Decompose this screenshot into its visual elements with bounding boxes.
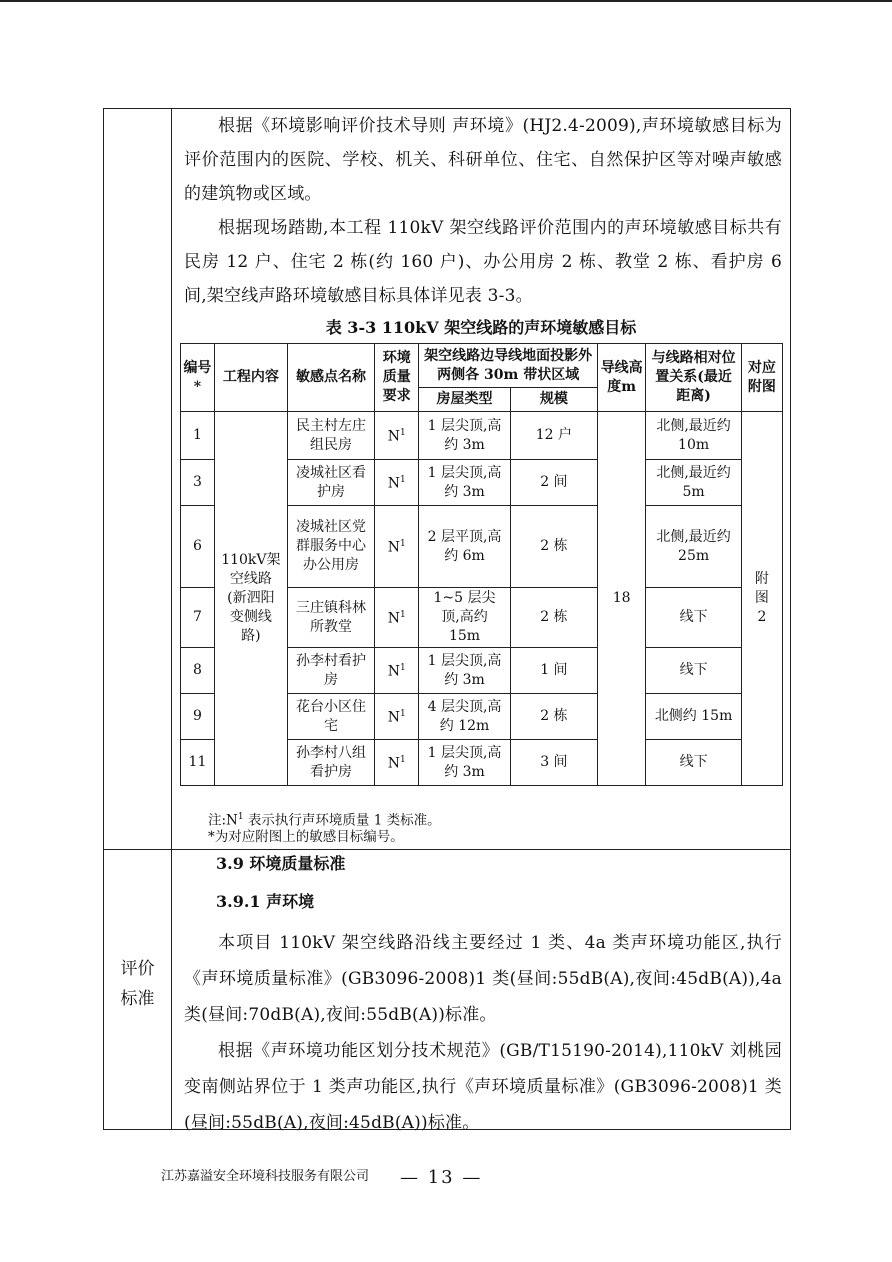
cell-name: 孙李村八组看护房 — [287, 740, 374, 786]
paragraph-standard-2: 根据《声环境功能区划分技术规范》(GB/T15190-2014),110kV 刘桃园变南侧站界位于 1 类声功能区,执行《声环境质量标准》(GB3096-2008)1 类(昼间:55dB(A),夜间:45dB(A))标准。 — [184, 1041, 782, 1133]
cell-house-type: 4 层尖顶,高约 12m — [419, 694, 510, 740]
cell-house-type: 1 层尖顶,高约 3m — [419, 740, 510, 786]
cell-relation: 北侧,最近约 5m — [646, 460, 742, 506]
top-rule — [0, 0, 892, 2]
heading-acoustic: 3.9.1 声环境 — [216, 892, 315, 911]
row-divider — [104, 849, 790, 850]
quality-class: 1 — [399, 428, 406, 439]
cell-house-type: 2 层平顶,高约 6m — [419, 506, 510, 588]
cell-house-type: 1 层尖顶,高约 3m — [419, 460, 510, 506]
cell-quality — [375, 648, 419, 694]
cell-house-type: 1 层尖顶,高约 3m — [419, 412, 510, 460]
cell-scale: 2 栋 — [510, 694, 597, 740]
header-house-type: 房屋类型 — [419, 388, 510, 412]
section-label-line2: 标准 — [120, 989, 155, 1009]
cell-height: 18 — [598, 412, 646, 786]
cell-quality — [375, 588, 419, 648]
quality-class: 1 — [399, 663, 406, 674]
cell-id: 11 — [181, 740, 215, 786]
note-1-sup: 1 — [237, 812, 244, 822]
quality-code: N — [387, 755, 400, 772]
section-label — [104, 954, 171, 1014]
cell-name: 民主村左庄组民房 — [287, 412, 374, 460]
cell-id: 3 — [181, 460, 215, 506]
cell-scale: 2 栋 — [510, 588, 597, 648]
sensitive-targets-section — [172, 109, 790, 340]
page-number: — 13 — — [400, 1167, 483, 1188]
cell-figure: 附图2 — [741, 412, 782, 786]
report-frame — [103, 108, 791, 1133]
quality-code: N — [387, 475, 400, 492]
cell-id: 7 — [181, 588, 215, 648]
cell-quality — [375, 740, 419, 786]
header-scale: 规模 — [510, 388, 597, 412]
table-note-2: *为对应附图上的敏感目标编号。 — [208, 829, 404, 845]
quality-class: 1 — [399, 475, 406, 486]
header-id: 编号* — [181, 344, 215, 412]
cell-scale: 1 间 — [510, 648, 597, 694]
cell-relation: 线下 — [646, 740, 742, 786]
cell-id: 8 — [181, 648, 215, 694]
standards-section — [172, 851, 790, 1141]
section-label-line1: 评价 — [120, 959, 155, 979]
header-area: 架空线路边导线地面投影外两侧各 30m 带状区域 — [419, 344, 598, 388]
header-quality: 环境质量要求 — [375, 344, 419, 412]
note-1-post: 表示执行声环境质量 1 类标准。 — [243, 812, 441, 829]
table-body — [181, 412, 783, 786]
table-title: 表 3-3 110kV 架空线路的声环境敏感目标 — [325, 318, 637, 337]
cell-quality — [375, 506, 419, 588]
quality-code: N — [387, 663, 400, 680]
cell-scale: 2 间 — [510, 460, 597, 506]
cell-relation: 北侧约 15m — [646, 694, 742, 740]
cell-name: 凌城社区看护房 — [287, 460, 374, 506]
quality-class: 1 — [399, 610, 406, 621]
cell-scale: 2 栋 — [510, 506, 597, 588]
header-relation: 与线路相对位置关系(最近距离) — [646, 344, 742, 412]
cell-scale: 12 户 — [510, 412, 597, 460]
cell-name: 孙李村看护房 — [287, 648, 374, 694]
cell-relation: 北侧,最近约 25m — [646, 506, 742, 588]
heading-quality-standards: 3.9 环境质量标准 — [216, 854, 346, 873]
quality-code: N — [387, 709, 400, 726]
table-row — [181, 412, 783, 460]
cell-name: 凌城社区党群服务中心办公用房 — [287, 506, 374, 588]
header-height: 导线高度m — [598, 344, 646, 412]
note-1-pre: 注:N — [208, 812, 238, 829]
cell-quality — [375, 412, 419, 460]
cell-quality — [375, 460, 419, 506]
cell-id: 6 — [181, 506, 215, 588]
footer-company: 江苏嘉溢安全环境科技服务有限公司 — [161, 1169, 370, 1184]
cell-id: 1 — [181, 412, 215, 460]
cell-house-type: 1 层尖顶,高约 3m — [419, 648, 510, 694]
quality-code: N — [387, 539, 400, 556]
cell-id: 9 — [181, 694, 215, 740]
quality-code: N — [387, 428, 400, 445]
quality-code: N — [387, 610, 400, 627]
cell-name: 三庄镇科林所教堂 — [287, 588, 374, 648]
cell-quality — [375, 694, 419, 740]
paragraph-standard-1: 本项目 110kV 架空线路沿线主要经过 1 类、4a 类声环境功能区,执行《声环境质量标准》(GB3096-2008)1 类(昼间:55dB(A),夜间:45dB(A)),4a 类(昼间:70dB(A),夜间:55dB(A))标准。 — [184, 933, 782, 1025]
sensitive-targets-table — [180, 343, 783, 786]
header-figure: 对应附图 — [741, 344, 782, 412]
cell-scale: 3 间 — [510, 740, 597, 786]
header-project: 工程内容 — [214, 344, 287, 412]
paragraph-definition: 根据《环境影响评价技术导则 声环境》(HJ2.4-2009),声环境敏感目标为评价范围内的医院、学校、机关、科研单位、住宅、自然保护区等对噪声敏感的建筑物或区域。 — [184, 116, 782, 204]
cell-house-type: 1~5 层尖顶,高约15m — [419, 588, 510, 648]
cell-relation: 线下 — [646, 648, 742, 694]
header-name: 敏感点名称 — [287, 344, 374, 412]
paragraph-survey: 根据现场踏勘,本工程 110kV 架空线路评价范围内的声环境敏感目标共有民房 12 户、住宅 2 栋(约 160 户)、办公用房 2 栋、教堂 2 栋、看护房 6 间,架空线声路环境敏感目标具体详见表 3-3。 — [184, 218, 782, 306]
cell-name: 花台小区住宅 — [287, 694, 374, 740]
quality-class: 1 — [399, 709, 406, 720]
cell-relation: 线下 — [646, 588, 742, 648]
quality-class: 1 — [399, 539, 406, 550]
cell-relation: 北侧,最近约 10m — [646, 412, 742, 460]
quality-class: 1 — [399, 755, 406, 766]
cell-project: 110kV架空线路(新泗阳变侧线路) — [214, 412, 287, 786]
